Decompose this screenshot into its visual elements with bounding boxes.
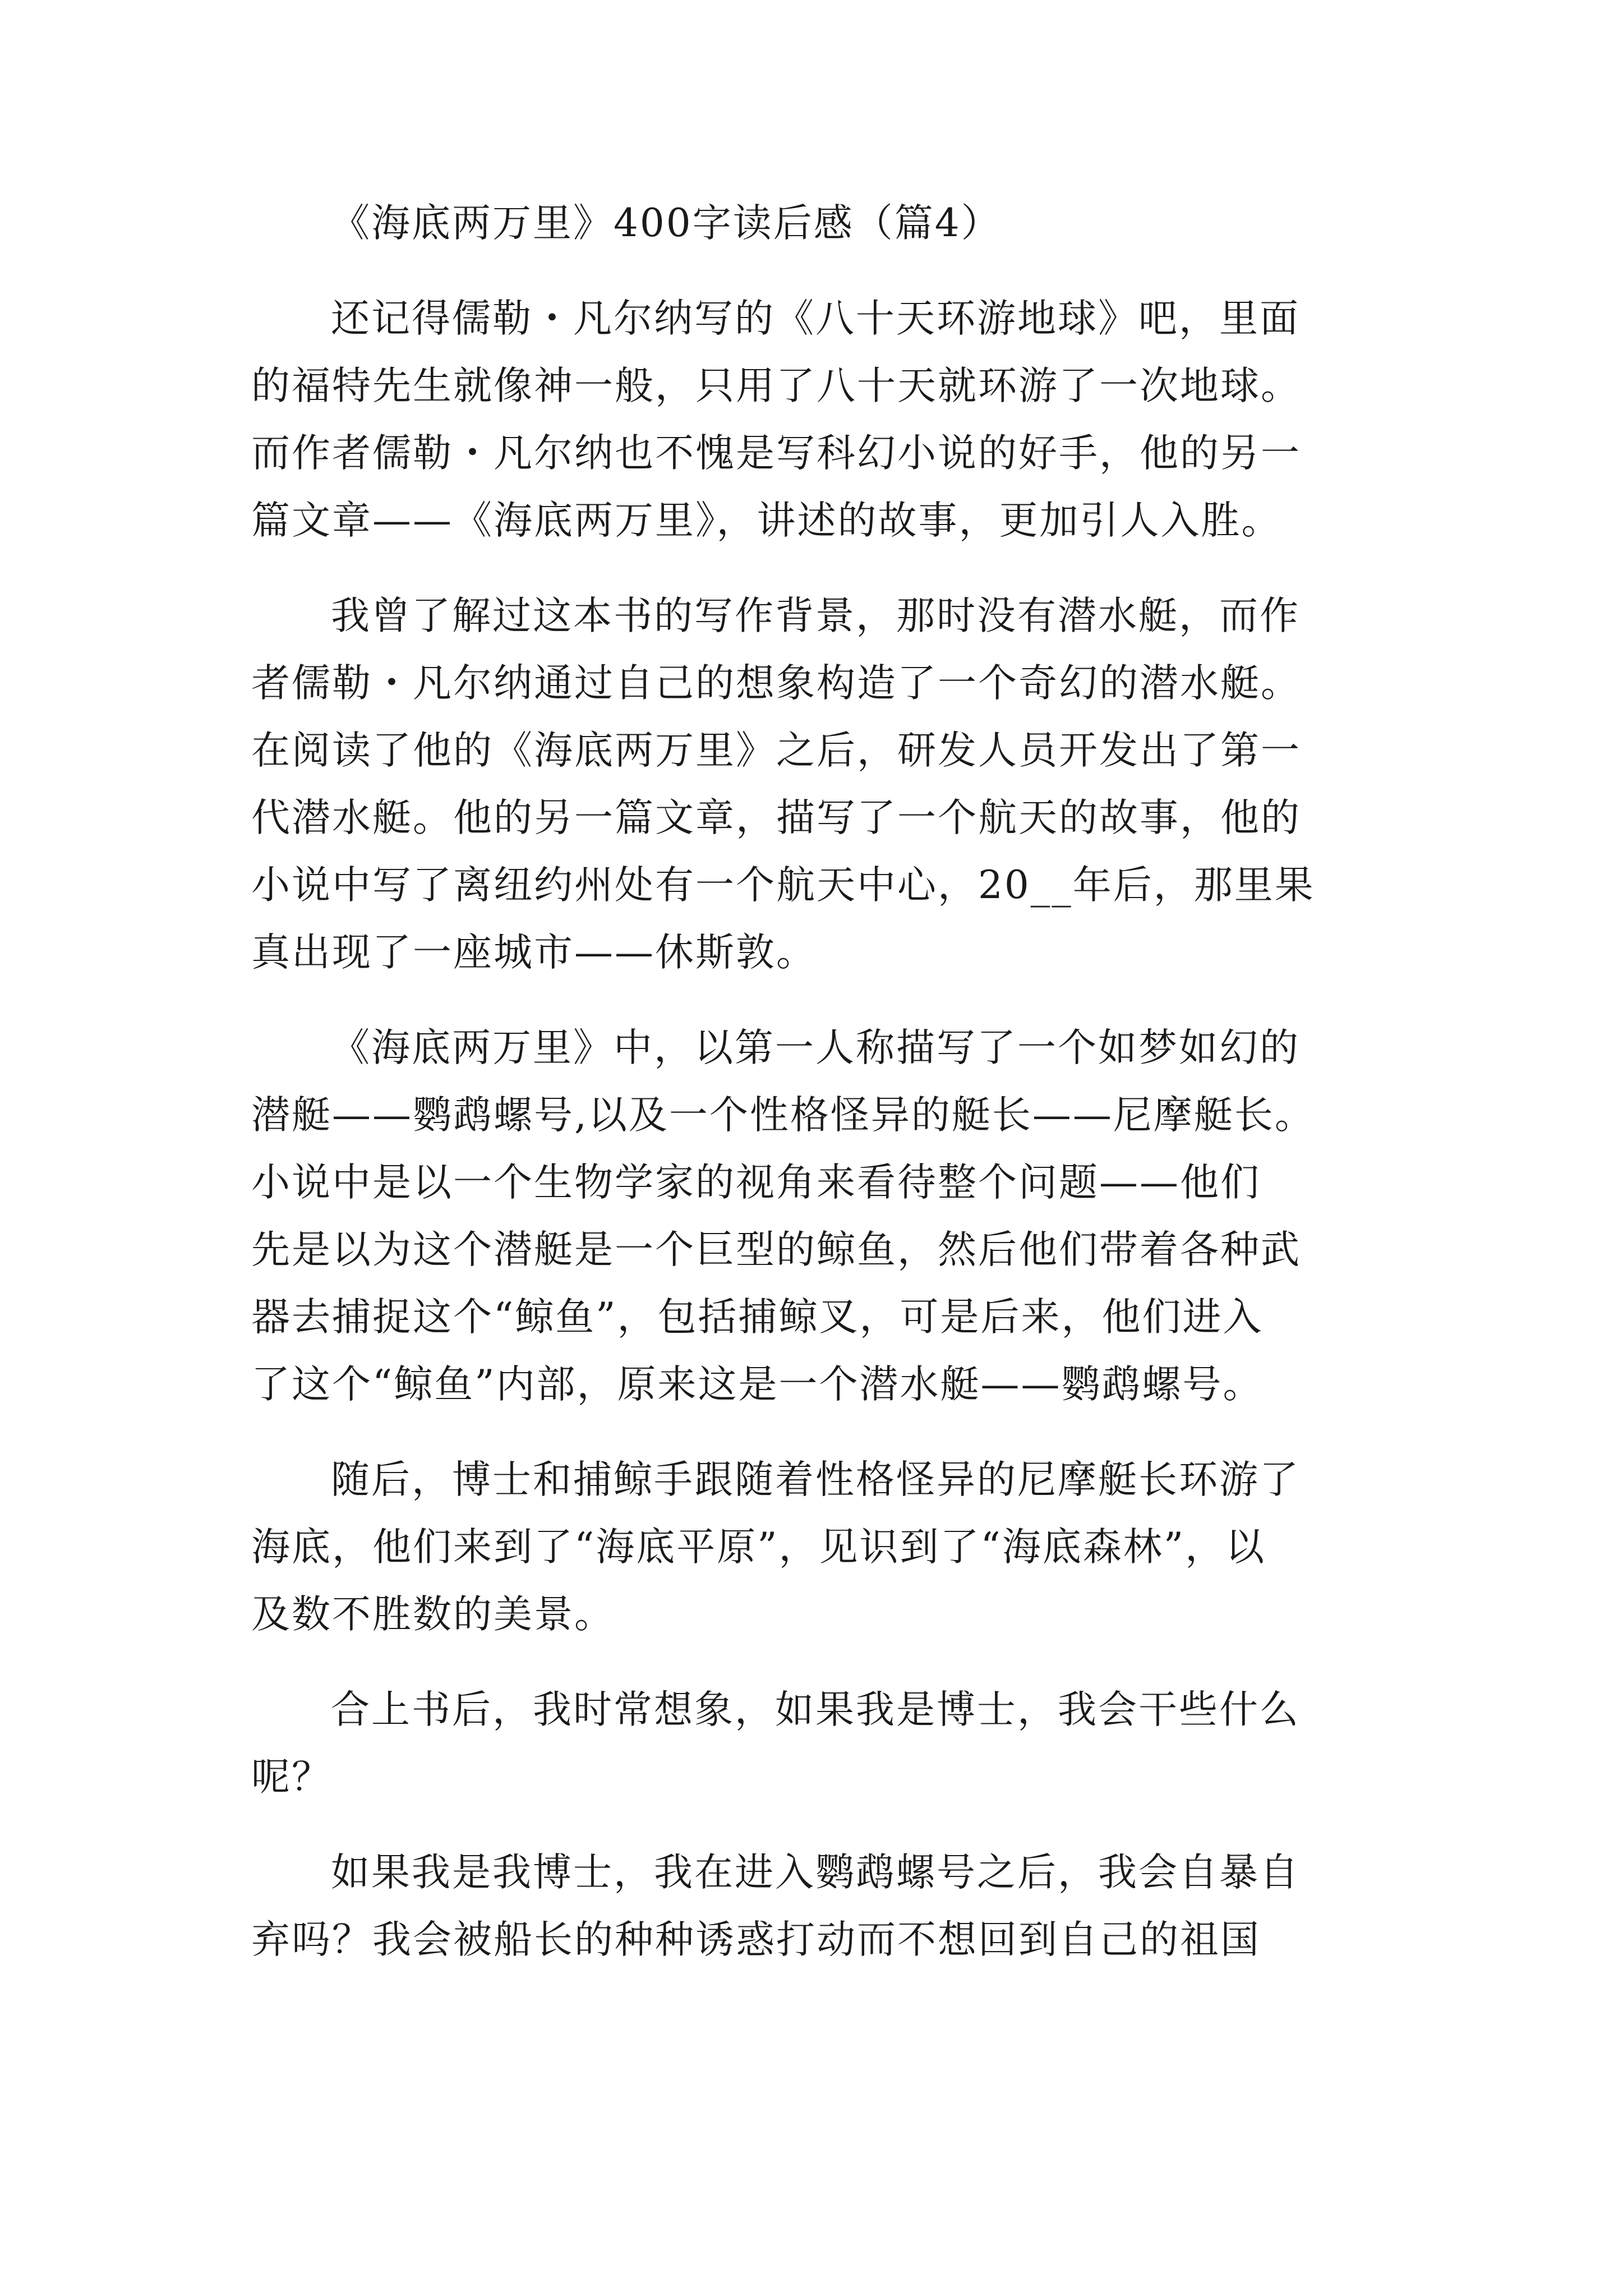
document-title: 《海底两万里》400字读后感（篇4）	[331, 201, 1002, 246]
paragraph-line: 随后，博士和捕鲸手跟随着性格怪异的尼摩艇长环游了	[331, 1457, 1300, 1502]
paragraph-line: 真出现了一座城市——休斯敦。	[251, 930, 817, 975]
paragraph-line: 先是以为这个潜艇是一个巨型的鲸鱼，然后他们带着各种武	[251, 1227, 1301, 1272]
paragraph-line: 而作者儒勒・凡尔纳也不愧是写科幻小说的好手，他的另一	[251, 431, 1301, 476]
paragraph-line: 弃吗？我会被船长的种种诱惑打动而不想回到自己的祖国	[251, 1917, 1261, 1962]
paragraph-line: 代潜水艇。他的另一篇文章，描写了一个航天的故事，他的	[251, 795, 1301, 840]
paragraph-line: 了这个“鲸鱼”内部，原来这是一个潜水艇——鹦鹉螺号。	[251, 1362, 1264, 1407]
paragraph-line: 的福特先生就像神一般，只用了八十天就环游了一次地球。	[251, 364, 1301, 408]
paragraph-line: 《海底两万里》中，以第一人称描写了一个如梦如幻的	[331, 1025, 1300, 1070]
paragraph-line: 在阅读了他的《海底两万里》之后，研发人员开发出了第一	[251, 728, 1301, 773]
paragraph-line: 者儒勒・凡尔纳通过自己的想象构造了一个奇幻的潜水艇。	[251, 661, 1301, 706]
paragraph-line: 海底，他们来到了“海底平原”，见识到了“海底森林”，以	[251, 1525, 1266, 1570]
paragraph-line: 如果我是我博士，我在进入鹦鹉螺号之后，我会自暴自	[331, 1850, 1300, 1895]
paragraph-line: 篇文章——《海底两万里》，讲述的故事，更加引人入胜。	[251, 498, 1282, 543]
paragraph-line: 器去捕捉这个“鲸鱼”，包括捕鲸叉，可是后来，他们进入	[251, 1295, 1264, 1340]
paragraph-line: 合上书后，我时常想象，如果我是博士，我会干些什么	[331, 1687, 1300, 1732]
paragraph-line: 还记得儒勒・凡尔纳写的《八十天环游地球》吧，里面	[331, 296, 1300, 341]
paragraph-line: 潜艇——鹦鹉螺号,以及一个性格怪异的艇长——尼摩艇长。	[251, 1093, 1315, 1138]
paragraph-line: 小说中写了离纽约州处有一个航天中心，20__年后，那里果	[251, 863, 1315, 908]
paragraph-line: 及数不胜数的美景。	[251, 1592, 615, 1637]
paragraph-line: 呢？	[251, 1755, 332, 1800]
paragraph-line: 我曾了解过这本书的写作背景，那时没有潜水艇，而作	[331, 593, 1300, 638]
paragraph-line: 小说中是以一个生物学家的视角来看待整个问题——他们	[251, 1160, 1261, 1205]
